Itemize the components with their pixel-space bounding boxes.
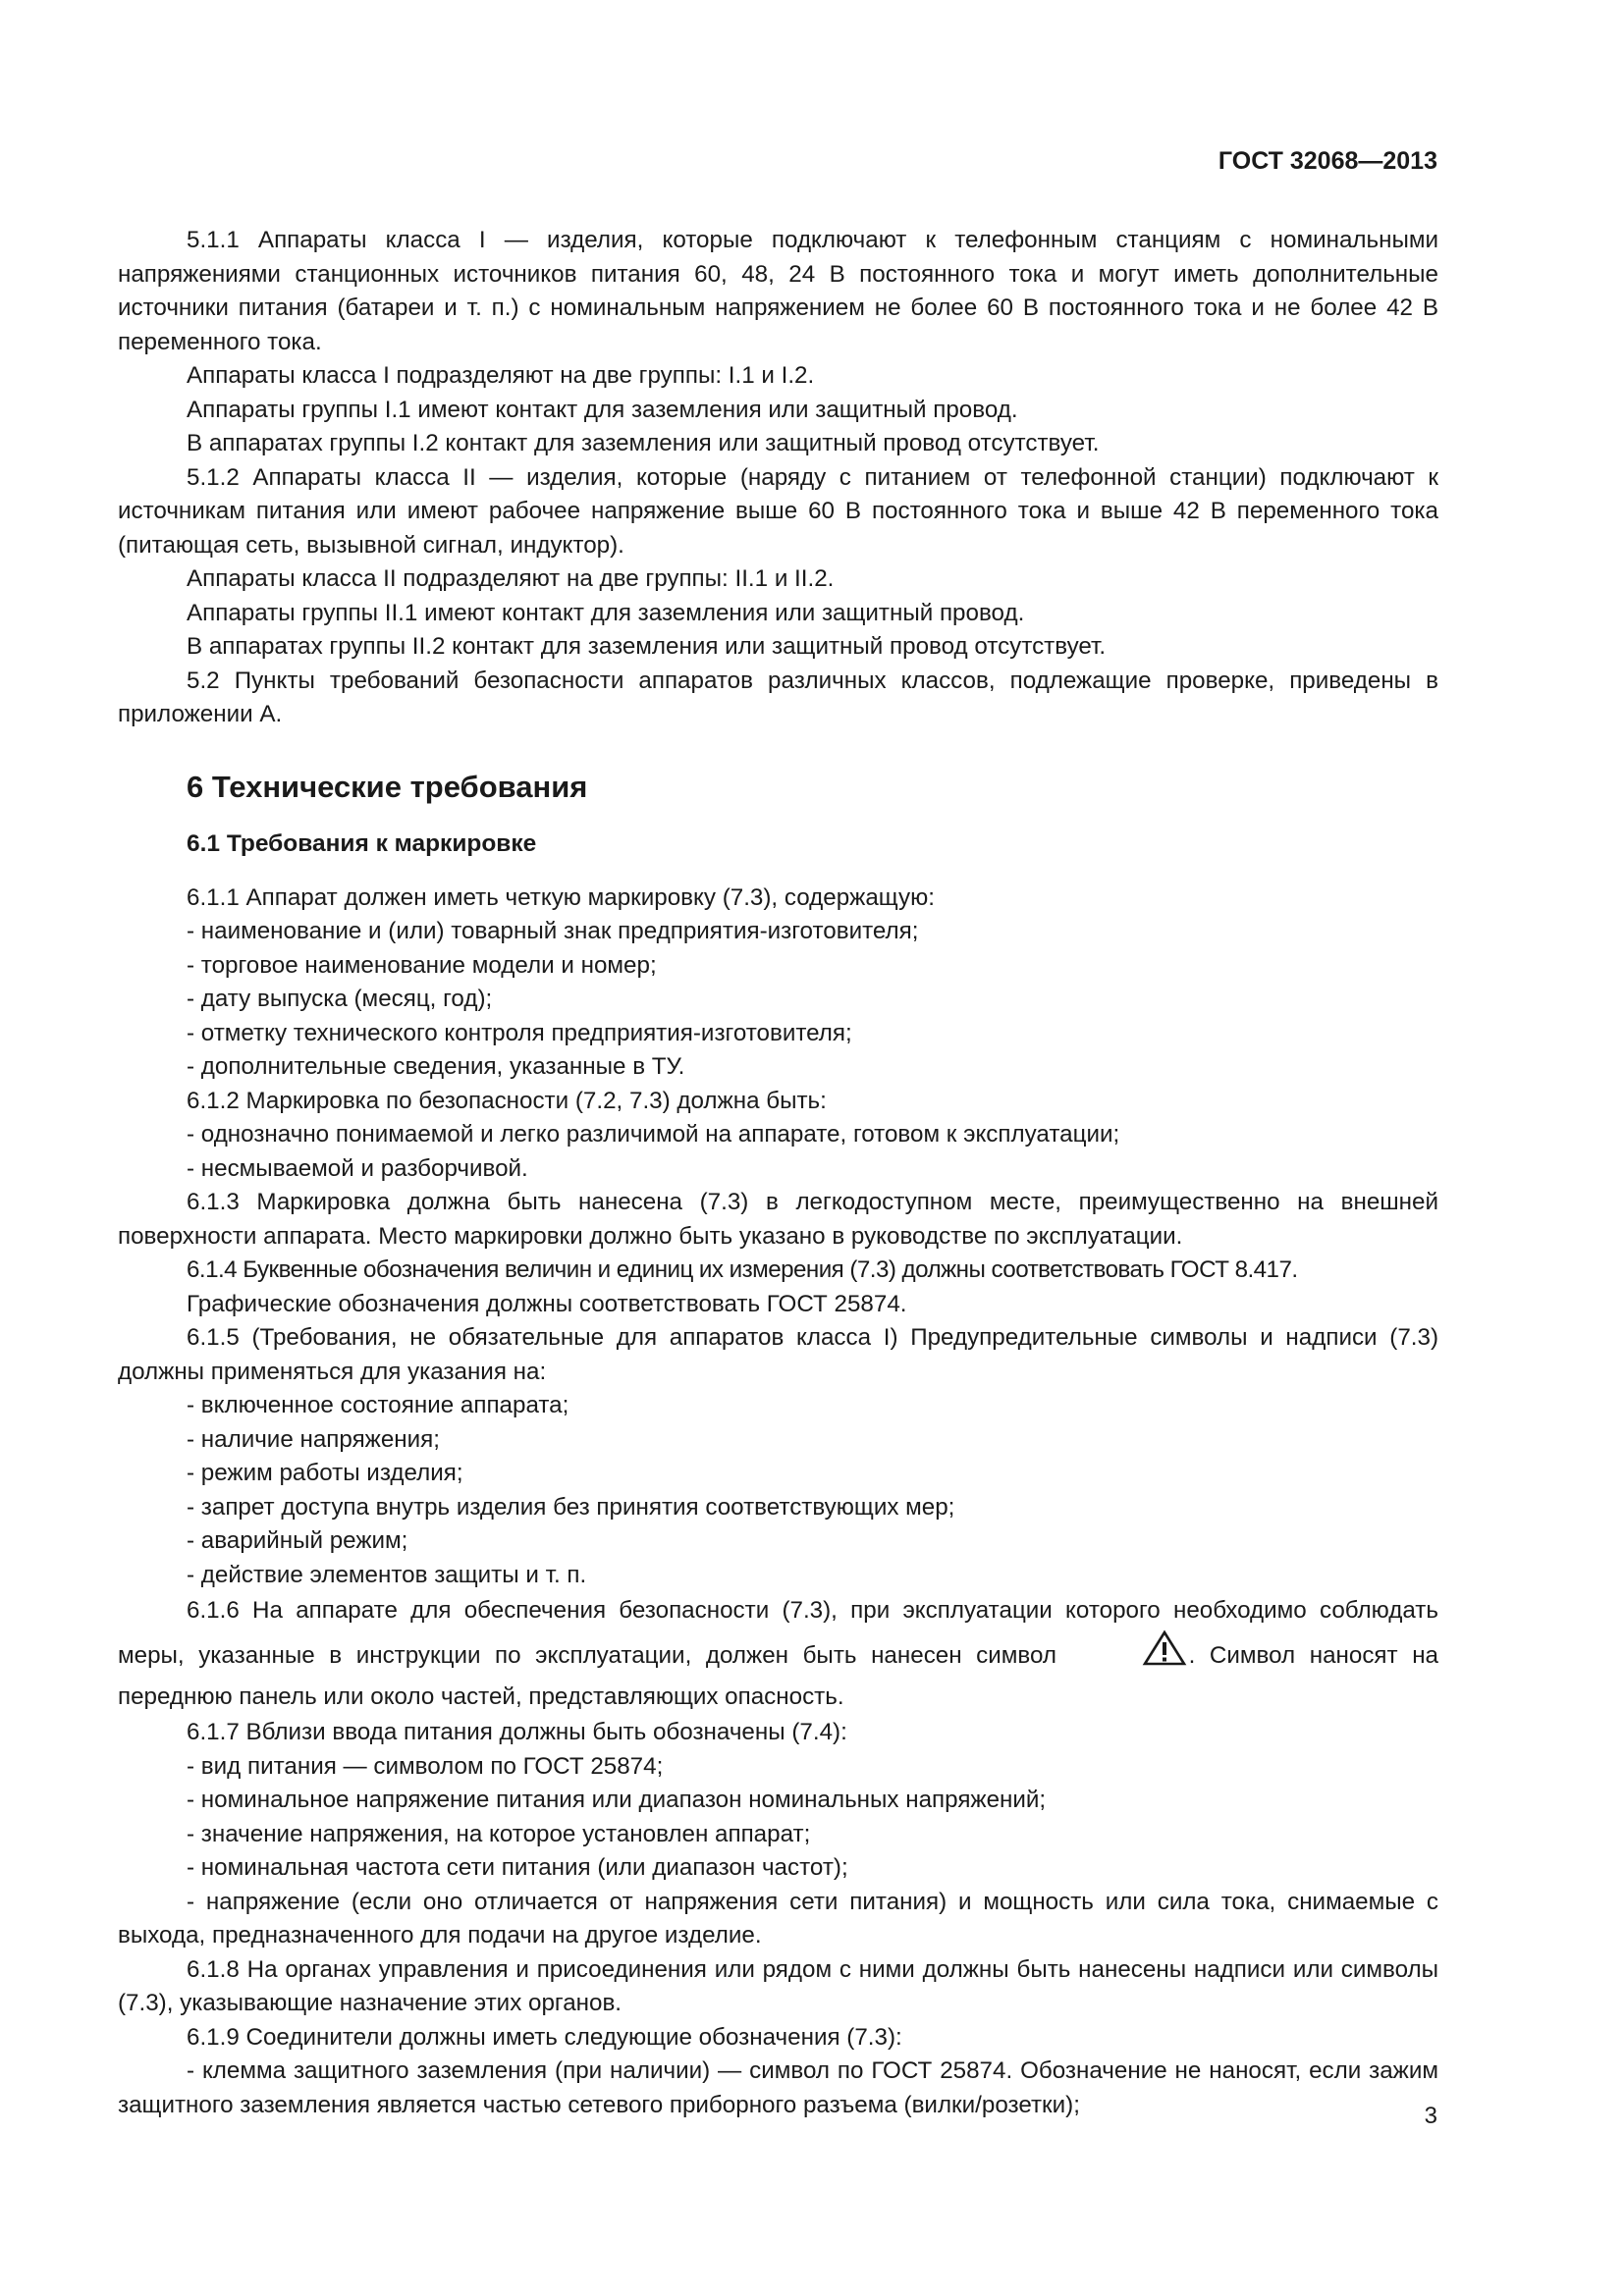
list-item: - включенное состояние аппарата; [187,1392,569,1418]
list-item: - аварийный режим; [187,1527,408,1554]
paragraph: В аппаратах группы II.2 контакт для заземления или защитный провод отсутствует. [187,633,1107,660]
page-content [118,224,1438,2122]
list-item: - торговое наименование модели и номер; [187,951,657,979]
list-item: - напряжение (если оно отличается от напряжения сети питания) и мощность или сила тока, снимаемые с выхода, предназначенного для подачи на другое изделие. [118,1888,1438,1949]
section-heading: 6 Технические требования [187,769,588,804]
paragraph: Аппараты класса II подразделяют на две группы: II.1 и II.2. [187,565,835,592]
paragraph-6-1-7: 6.1.7 Вблизи ввода питания должны быть обозначены (7.4): [187,1719,847,1745]
paragraph-6-1-9: 6.1.9 Соединители должны иметь следующие обозначения (7.3): [187,2023,902,2051]
list-item: - режим работы изделия; [187,1460,463,1486]
paragraph-6-1-4: 6.1.4 Буквенные обозначения величин и единиц их измерения (7.3) должны соответствовать ГОСТ 8.417. [187,1256,1298,1283]
warning-triangle-icon [1073,1629,1187,1679]
paragraph-6-1-6-text: 6.1.6 На аппарате для обеспечения безопасности (7.3), при эксплуатации которого необходимо соблюдать меры, указанные в инструкции по эксплуатации, должен быть нанесен символ [118,1597,1438,1669]
list-item: - наличие напряжения; [187,1425,440,1453]
paragraph-6-1-1: 6.1.1 Аппарат должен иметь четкую маркировку (7.3), содержащую: [187,883,935,911]
paragraph-6-1-6-text-end: . Символ наносят на переднюю панель или около частей, представляющих опасность. [118,1642,1438,1710]
list-item: - вид питания — символом по ГОСТ 25874; [187,1752,664,1780]
paragraph: Графические обозначения должны соответствовать ГОСТ 25874. [187,1290,907,1317]
list-item: - номинальная частота сети питания (или диапазон частот); [187,1854,848,1881]
paragraph: Аппараты группы I.1 имеют контакт для заземления или защитный провод. [187,396,1018,423]
list-item: - наименование и (или) товарный знак предприятия-изготовителя; [187,918,919,944]
paragraph-6-1-2: 6.1.2 Маркировка по безопасности (7.2, 7.3) должна быть: [187,1087,827,1114]
list-item: - действие элементов защиты и т. п. [187,1561,587,1588]
paragraph-6-1-6 [118,1592,1438,1716]
page-number: 3 [1424,2103,1437,2129]
list-item: - несмываемой и разборчивой. [187,1154,528,1182]
list-item: - клемма защитного заземления (при наличии) — символ по ГОСТ 25874. Обозначение не наносят, если зажим защитного заземления является частью сетевого приборного разъема (вилки/розетки); [118,2057,1438,2118]
paragraph-5-1-1: 5.1.1 Аппараты класса I — изделия, которые подключают к телефонным станциям с номинальными напряжениями станционных источников питания 60, 48, 24 В постоянного тока и могут иметь дополнительные источники питания (батареи и т. п.) с номинальным напряжением не более 60 В постоянного тока и не более 42 В переменного тока. [118,227,1438,355]
paragraph-6-1-3: 6.1.3 Маркировка должна быть нанесена (7.3) в легкодоступном месте, преимущественно на внешней поверхности аппарата. Место маркировки должно быть указано в руководстве по эксплуатации. [118,1189,1438,1250]
list-item: - номинальное напряжение питания или диапазон номинальных напряжений; [187,1787,1047,1813]
list-item: - значение напряжения, на которое установлен аппарат; [187,1820,811,1847]
list-item: - отметку технического контроля предприятия-изготовителя; [187,1019,852,1046]
paragraph-5-1-2: 5.1.2 Аппараты класса II — изделия, которые (наряду с питанием от телефонной станции) подключают к источникам питания или имеют рабочее напряжение выше 60 В постоянного тока и выше 42 В переменного тока (питающая сеть, вызывной сигнал, индуктор). [118,463,1438,559]
list-item: - дополнительные сведения, указанные в ТУ. [187,1053,685,1080]
paragraph-6-1-5: 6.1.5 (Требования, не обязательные для аппаратов класса I) Предупредительные символы и надписи (7.3) должны применяться для указания на: [118,1324,1438,1385]
paragraph: Аппараты группы II.1 имеют контакт для заземления или защитный провод. [187,599,1025,626]
list-item: - дату выпуска (месяц, год); [187,986,493,1012]
subsection-heading: 6.1 Требования к маркировке [187,829,537,857]
paragraph: Аппараты класса I подразделяют на две группы: I.1 и I.2. [187,362,815,389]
list-item: - однозначно понимаемой и легко различимой на аппарате, готовом к эксплуатации; [187,1121,1120,1148]
list-item: - запрет доступа внутрь изделия без принятия соответствующих мер; [187,1493,955,1521]
document-header: ГОСТ 32068—2013 [1218,147,1437,175]
paragraph-6-1-8: 6.1.8 На органах управления и присоединения или рядом с ними должны быть нанесены надписи или символы (7.3), указывающие назначение этих органов. [118,1955,1438,2016]
paragraph-5-2: 5.2 Пункты требований безопасности аппаратов различных классов, подлежащие проверке, приведены в приложении А. [118,667,1438,727]
paragraph: В аппаратах группы I.2 контакт для заземления или защитный провод отсутствует. [187,430,1100,456]
